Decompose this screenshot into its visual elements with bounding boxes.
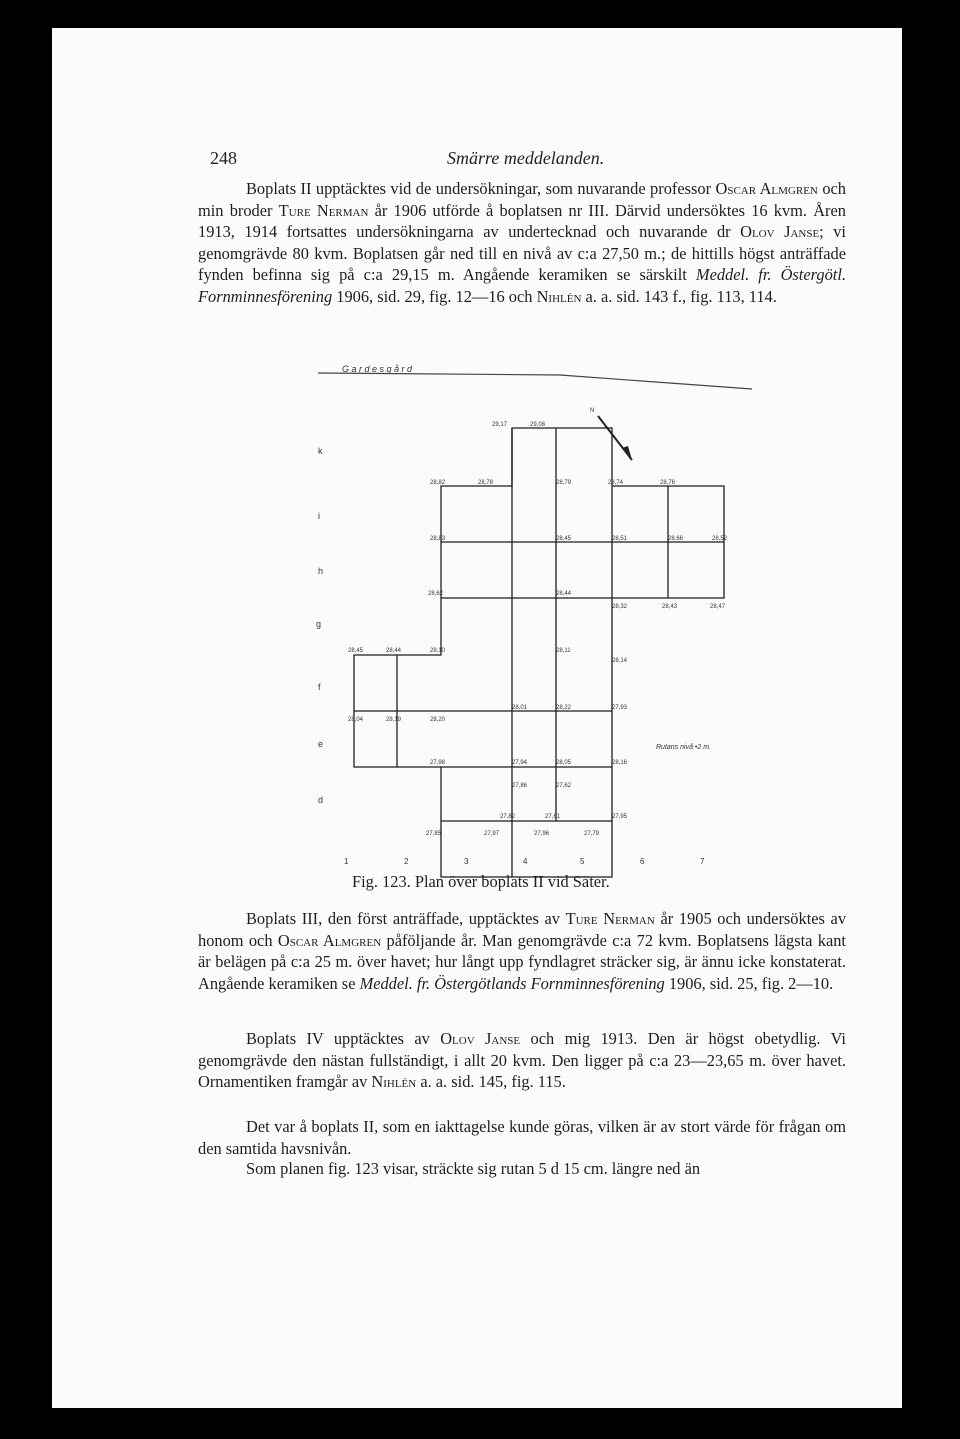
- paragraph-boplats-4: Boplats IV upptäcktes av Olov Janse och mig 1913. Den är högst obetydlig. Vi genomgrävde den nästan fullständigt, i allt 20 kvm. Den ligger på c:a 23—23,65 m. över havet. Ornamentiken framgår av Nihlén a. a. sid. 145, fig. 115.: [198, 1029, 846, 1092]
- level-value: 28,79: [556, 480, 572, 486]
- column-label: 5: [580, 857, 585, 866]
- field-boundary-label: G a r d e s g å r d: [342, 364, 413, 374]
- author-name: Oscar Almgren: [715, 179, 818, 198]
- level-value: 28,52: [712, 536, 728, 542]
- level-value: 28,76: [660, 480, 676, 486]
- paragraph-observation: Det var å boplats II, som en iakttagelse kunde göras, vilken är av stort värde för frågan om den samtida havsnivån.: [198, 1117, 846, 1158]
- page-number: 248: [210, 148, 237, 168]
- paragraph-boplats-2: Boplats II upptäcktes vid de undersökningar, som nuvarande professor Oscar Almgren och min broder Ture Nerman år 1906 utförde å boplatsen nr III. Därvid undersöktes 16 kvm. Åren 1913, 1914 fortsattes undersökningarna av undertecknad och nuvarande dr Olov Janse; vi genomgrävde 80 kvm. Boplatsen går ned till en nivå av c:a 27,50 m.; de hittills högst anträffade fynden befinna sig på c:a 29,15 m. Angående keramiken se särskilt Meddel. fr. Östergötl. Fornminnesförening 1906, sid. 29, fig. 12—16 och Nihlén a. a. sid. 143 f., fig. 113, 114.: [198, 179, 846, 306]
- level-value: 28,82: [430, 480, 446, 486]
- level-value: 27,95: [612, 814, 628, 820]
- row-label: g: [316, 619, 322, 629]
- running-title: Smärre meddelanden.: [447, 148, 605, 168]
- field-boundary-line: [318, 373, 752, 389]
- level-value: 28,45: [556, 536, 572, 542]
- paragraph-boplats-3: Boplats III, den först anträffade, upptäcktes av Ture Nerman år 1905 och undersöktes av honom och Oscar Almgren påföljande år. Man genomgrävde c:a 72 kvm. Boplatsens lägsta kant är belägen på c:a 25 m. över havet; hur långt upp fyndlagret sträcker sig, är ännu icke konstaterat. Angående keramiken se Meddel. fr. Östergötlands Fornminnesförening 1906, sid. 25, fig. 2—10.: [198, 909, 847, 993]
- level-value: 29,08: [530, 422, 546, 428]
- grid-row-labels: [316, 446, 323, 805]
- row-label: f: [318, 682, 321, 692]
- level-value: 27,61: [545, 814, 561, 820]
- row-label: d: [318, 795, 324, 805]
- journal-reference: Meddel. fr. Östergötlands Fornminnesförening: [359, 973, 665, 993]
- level-value: 28,01: [512, 705, 528, 711]
- level-annotations: [348, 422, 728, 837]
- figure-caption: Fig. 123. Plan över boplats II vid Säter.: [352, 872, 610, 891]
- level-value: 27,85: [426, 831, 442, 837]
- level-value: 28,44: [386, 648, 402, 654]
- level-value: 27,86: [512, 783, 528, 789]
- level-value: 28,20: [430, 717, 446, 723]
- level-value: 28,11: [556, 648, 571, 654]
- level-value: 28,19: [386, 717, 402, 723]
- author-name: Nihlén: [371, 1072, 417, 1092]
- level-value: 28,04: [348, 717, 364, 723]
- level-value: 27,96: [534, 831, 550, 837]
- column-label: 4: [523, 857, 528, 866]
- row-label: k: [318, 446, 323, 456]
- level-value: 28,78: [478, 480, 494, 486]
- level-value: 27,98: [430, 760, 446, 766]
- level-value: 28,66: [668, 536, 684, 542]
- column-label: 6: [640, 857, 645, 866]
- journal-reference: Meddel. fr. Östergötl. Fornminnesförening: [198, 265, 846, 306]
- row-label: h: [318, 566, 324, 576]
- north-arrow: [590, 408, 632, 460]
- row-label: i: [318, 511, 320, 521]
- excavation-grid: [354, 428, 724, 877]
- column-label: 7: [700, 857, 705, 866]
- level-value: 28,14: [612, 658, 628, 664]
- level-value: 27,82: [500, 814, 516, 820]
- grid-column-labels: [344, 857, 705, 866]
- author-name: Nihlén: [536, 286, 582, 306]
- level-value: 28,51: [612, 536, 628, 542]
- level-value: 27,79: [584, 831, 600, 837]
- author-name: Oscar Almgren: [277, 930, 382, 950]
- level-value: 28,16: [612, 760, 628, 766]
- column-label: 2: [404, 857, 409, 866]
- level-value: 28,83: [430, 536, 446, 542]
- level-value: 28,22: [556, 705, 572, 711]
- figure-legend: Rutans nivå •2 m.: [656, 744, 711, 751]
- svg-text:N: N: [590, 408, 595, 414]
- level-value: 28,10: [430, 648, 446, 654]
- level-value: 28,32: [612, 604, 628, 610]
- level-value: 28,43: [662, 604, 678, 610]
- level-value: 27,97: [484, 831, 500, 837]
- author-name: Ture Nerman: [278, 200, 369, 220]
- level-value: 28,47: [710, 604, 726, 610]
- level-value: 28,44: [556, 591, 572, 597]
- level-value: 28,45: [348, 648, 364, 654]
- author-name: Olov Janse: [740, 222, 820, 242]
- author-name: Ture Nerman: [565, 909, 655, 928]
- level-value: 28,05: [556, 760, 572, 766]
- author-name: Olov Janse: [440, 1029, 521, 1048]
- level-value: 27,94: [512, 760, 528, 766]
- level-value: 28,74: [608, 480, 624, 486]
- column-label: 3: [464, 857, 469, 866]
- level-value: 27,62: [556, 783, 572, 789]
- level-value: 27,93: [612, 705, 628, 711]
- paragraph-plan-note: Som planen fig. 123 visar, sträckte sig rutan 5 d 15 cm. längre ned än: [246, 1159, 701, 1178]
- column-label: 1: [344, 857, 349, 866]
- row-label: e: [318, 739, 324, 749]
- level-value: 29,17: [492, 422, 508, 428]
- level-value: 28,62: [428, 591, 444, 597]
